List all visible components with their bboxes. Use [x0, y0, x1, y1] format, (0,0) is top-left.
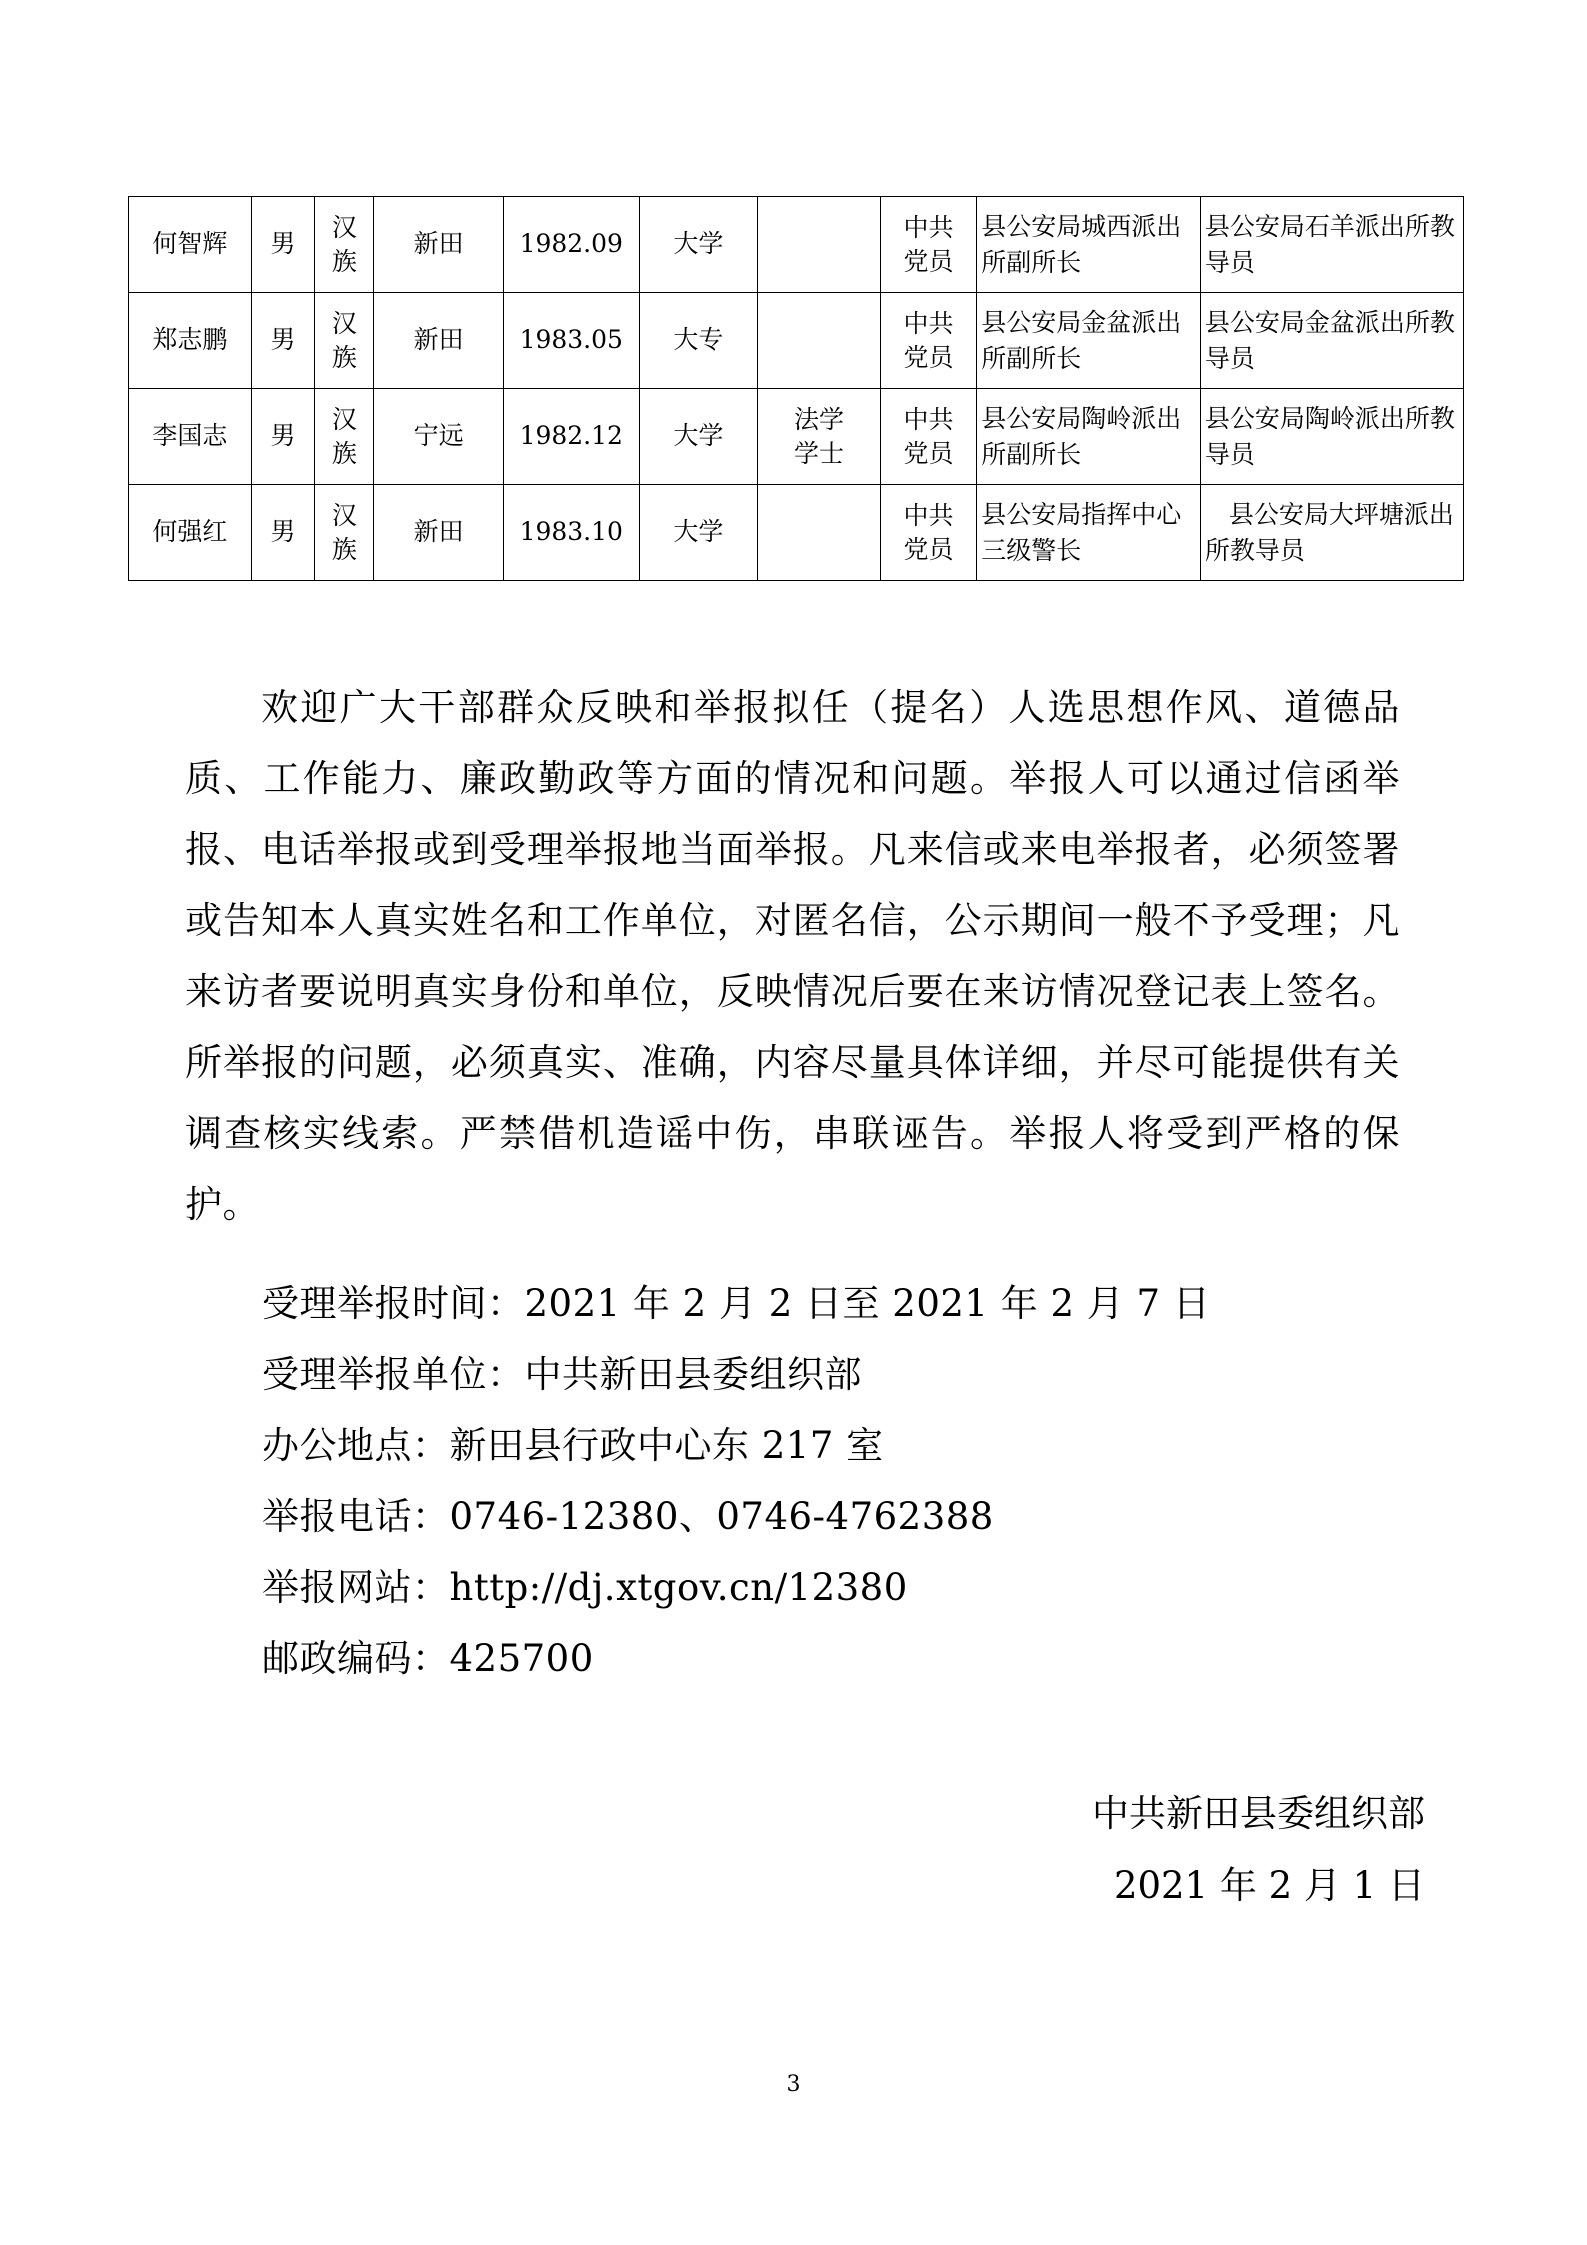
- ethnicity-stacked: [319, 211, 369, 279]
- cell-education: 大学: [639, 389, 757, 485]
- ethnicity-char-1: 汉: [331, 212, 357, 242]
- report-phone-line: 举报电话：0746-12380、0746-4762388: [262, 1495, 994, 1538]
- cell-birth: 1983.05: [503, 293, 639, 389]
- cell-origin: 新田: [374, 197, 503, 293]
- party-stacked: [885, 211, 972, 279]
- cell-origin: 宁远: [374, 389, 503, 485]
- postal-code-line: 邮政编码：425700: [262, 1637, 594, 1680]
- ethnicity-char-2: 族: [331, 246, 357, 276]
- cell-origin: 新田: [374, 485, 503, 581]
- cell-current-position: [977, 197, 1201, 293]
- table-row: [129, 389, 1464, 485]
- party-line-1: 中共: [903, 404, 954, 434]
- proposed-position-text: 县公安局石羊派出所教导员: [1204, 212, 1455, 277]
- table-row: [129, 293, 1464, 389]
- current-position-text: 县公安局指挥中心三级警长: [981, 500, 1182, 565]
- cell-ethnicity: [315, 485, 374, 581]
- party-line-1: 中共: [903, 308, 954, 338]
- party-stacked: [885, 403, 972, 471]
- cell-current-position: [977, 389, 1201, 485]
- cell-proposed-position: [1200, 293, 1463, 389]
- degree-stacked: [762, 403, 876, 471]
- ethnicity-char-2: 族: [331, 438, 357, 468]
- party-line-1: 中共: [903, 212, 954, 242]
- cell-birth: 1983.10: [503, 485, 639, 581]
- proposed-position-text: 县公安局金盆派出所教导员: [1204, 308, 1455, 373]
- ethnicity-char-1: 汉: [331, 500, 357, 530]
- cell-name: 李国志: [129, 389, 252, 485]
- party-line-2: 党员: [903, 438, 954, 468]
- signature-block: [0, 1778, 1587, 1922]
- page-number: 3: [786, 2072, 801, 2097]
- office-location-line: 办公地点：新田县行政中心东 217 室: [262, 1424, 884, 1467]
- cell-party: [880, 389, 976, 485]
- proposed-position-text: 县公安局大坪塘派出所教导员: [1204, 500, 1454, 565]
- ethnicity-stacked: [319, 307, 369, 375]
- cell-name: 何智辉: [129, 197, 252, 293]
- ethnicity-stacked: [319, 499, 369, 567]
- cadre-table-container: [128, 196, 1464, 581]
- cell-birth: 1982.09: [503, 197, 639, 293]
- table-row: [129, 485, 1464, 581]
- cell-sex: 男: [251, 485, 315, 581]
- cell-name: 郑志鹏: [129, 293, 252, 389]
- degree-line-2: 学士: [793, 438, 844, 468]
- cell-name: 何强红: [129, 485, 252, 581]
- ethnicity-char-2: 族: [331, 534, 357, 564]
- proposed-position-text: 县公安局陶岭派出所教导员: [1204, 404, 1455, 469]
- cell-sex: 男: [251, 197, 315, 293]
- degree-line-1: 法学: [793, 404, 844, 434]
- party-line-2: 党员: [903, 246, 954, 276]
- cell-origin: 新田: [374, 293, 503, 389]
- current-position-text: 县公安局金盆派出所副所长: [981, 308, 1182, 373]
- signature-date: 2021 年 2 月 1 日: [1113, 1864, 1425, 1907]
- cell-proposed-position: [1200, 389, 1463, 485]
- cell-current-position: [977, 485, 1201, 581]
- current-position-text: 县公安局城西派出所副所长: [981, 212, 1182, 277]
- cell-birth: 1982.12: [503, 389, 639, 485]
- cell-degree: [758, 389, 881, 485]
- cell-ethnicity: [315, 389, 374, 485]
- cell-sex: 男: [251, 389, 315, 485]
- party-stacked: [885, 307, 972, 375]
- party-line-2: 党员: [903, 534, 954, 564]
- cell-ethnicity: [315, 293, 374, 389]
- contact-info-block: [262, 1268, 1412, 1694]
- cell-degree: [758, 293, 881, 389]
- cell-degree: [758, 485, 881, 581]
- ethnicity-char-1: 汉: [331, 308, 357, 338]
- notice-body: [185, 672, 1400, 1240]
- ethnicity-char-2: 族: [331, 342, 357, 372]
- party-stacked: [885, 499, 972, 567]
- report-time-line: 受理举报时间：2021 年 2 月 2 日至 2021 年 2 月 7 日: [262, 1282, 1211, 1325]
- cadre-table: [128, 196, 1464, 581]
- table-row: [129, 197, 1464, 293]
- cell-education: 大专: [639, 293, 757, 389]
- cell-ethnicity: [315, 197, 374, 293]
- cell-proposed-position: [1200, 485, 1463, 581]
- cell-party: [880, 293, 976, 389]
- party-line-2: 党员: [903, 342, 954, 372]
- cell-party: [880, 197, 976, 293]
- cell-degree: [758, 197, 881, 293]
- current-position-text: 县公安局陶岭派出所副所长: [981, 404, 1182, 469]
- ethnicity-stacked: [319, 403, 369, 471]
- cell-education: 大学: [639, 485, 757, 581]
- report-website-line: 举报网站：http://dj.xtgov.cn/12380: [262, 1566, 908, 1609]
- notice-paragraph: 欢迎广大干部群众反映和举报拟任（提名）人选思想作风、道德品质、工作能力、廉政勤政等方面的情况和问题。举报人可以通过信函举报、电话举报或到受理举报地当面举报。凡来信或来电举报者，必须签署或告知本人真实姓名和工作单位，对匿名信，公示期间一般不予受理；凡来访者要说明真实身份和单位，反映情况后要在来访情况登记表上签名。所举报的问题，必须真实、准确，内容尽量具体详细，并尽可能提供有关调查核实线索。严禁借机造谣中伤，串联诬告。举报人将受到严格的保护。: [185, 686, 1400, 1226]
- party-line-1: 中共: [903, 500, 954, 530]
- ethnicity-char-1: 汉: [331, 404, 357, 434]
- cell-proposed-position: [1200, 197, 1463, 293]
- cell-education: 大学: [639, 197, 757, 293]
- cell-current-position: [977, 293, 1201, 389]
- cell-party: [880, 485, 976, 581]
- signature-organization: 中共新田县委组织部: [1092, 1792, 1425, 1835]
- report-unit-line: 受理举报单位：中共新田县委组织部: [262, 1353, 862, 1396]
- cell-sex: 男: [251, 293, 315, 389]
